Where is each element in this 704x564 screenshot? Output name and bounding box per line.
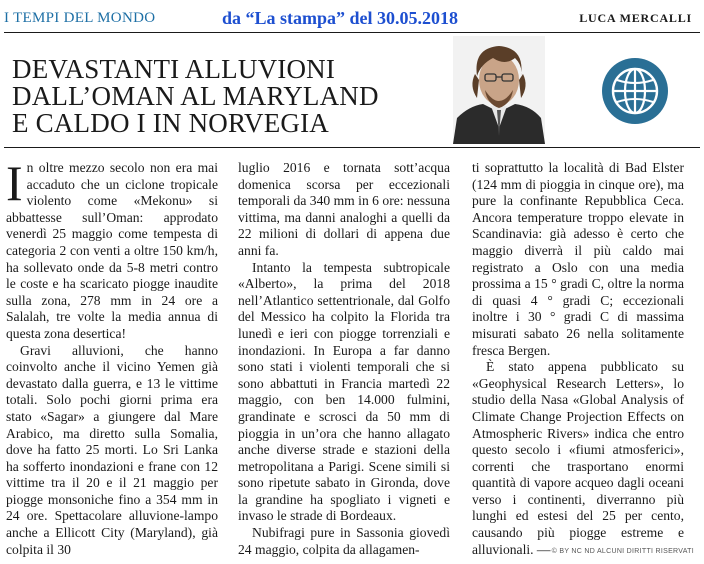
article-paragraph <box>6 155 218 343</box>
article-paragraph: Nubifragi pure in Sassonia giovedì 24 maggio, colpita da allagamen- <box>238 525 450 557</box>
article-column-2 <box>238 160 450 558</box>
headline-line-3: E CALDO I IN NORVEGIA <box>12 108 329 138</box>
paragraph-text: n oltre mezzo secolo non era mai accaduto che un ciclone tropicale violento come «Mekonu» si abbattesse sull’Oman: approdato venerdì 25 maggio come tempesta di categoria 2 con venti a oltre 150 km/h, ha sollevato onde da 5-8 metri contro le coste e ha scaricato piogge inaudite sulla zona, 278 mm in 24 ore a Salalah, tre volte la media annua di questa zona desertica! <box>6 160 218 341</box>
headline <box>12 56 392 137</box>
header-rule <box>4 32 700 33</box>
drop-cap: I <box>6 155 23 211</box>
page-header <box>0 0 704 30</box>
article-paragraph: Gravi alluvioni, che hanno coinvolto anche il vicino Yemen già devastato dalla guerra, e 13 le vittime totali. Solo pochi giorni prima era stato «Sagar» a giungere dal Mare Arabico, ma diretto sulla Somalia, dove ha fatto 25 morti. Lo Sri Lanka ha sofferto inondazioni e frane con 12 vittime tra il 20 e il 21 maggio per piogge monsoniche fino a 354 mm in 24 ore. Spettacolare alluvione-lampo anche a Ellicott City (Maryland), già colpita il 30 <box>6 342 218 557</box>
article-paragraph: ti soprattutto la località di Bad Elster (124 mm di pioggia in cinque ore), ma pure la confinante Repubblica Ceca. Ancora temperature troppo elevate in Scandinavia: già adesso è certo che maggio diverrà il più caldo mai registrato a Oslo con una media prossima a 15 ° gradi C, oltre la norma di quasi 4 ° gradi C; eccezionali inoltre i 30 ° gradi C di massima misurati sabato 26 nella solitamente fresca Bergen. <box>472 160 684 358</box>
section-title: I TEMPI DEL MONDO <box>4 10 156 26</box>
copyright-note: © BY NC ND ALCUNI DIRITTI RISERVATI <box>551 548 694 555</box>
globe-icon <box>600 56 670 126</box>
article-column-3 <box>472 160 684 558</box>
article-paragraph: È stato appena pubblicato su «Geophysical Research Letters», lo studio della Nasa «Global Analysis of Climate Change Projection Effects on Atmospheric Rivers» indica che entro questo secolo i «fiumi atmosferici», correnti che trasportano enormi quantità di vapore acqueo dagli oceani verso i continenti, diverranno più lunghi ed estesi del 25 per cento, causando più piogge estreme e alluvionali. — <box>472 359 684 557</box>
article-column-1 <box>6 155 218 558</box>
article-paragraph: luglio 2016 e tornata sott’acqua domenica scorsa per eccezionali temporali da 340 mm in 6 ore: nessuna vittima, ma danni analoghi a quelli da 22 milioni di dollari di appena due anni fa. <box>238 160 450 258</box>
headline-line-1: DEVASTANTI ALLUVIONI <box>12 54 336 84</box>
headline-line-2: DALL’OMAN AL MARYLAND <box>12 81 379 111</box>
article-paragraph: Intanto la tempesta subtropicale «Alberto», la prima del 2018 nell’Atlantico settentrionale, dal Golfo del Messico ha colpito la Florida tra lunedì e ieri con piogge torrenziali e inondazioni. In Europa a far danno sono stati i violenti temporali che si sono abbattuti in Francia martedì 22 maggio, con ben 14.000 fulmini, grandinate e scrosci da 50 mm di pioggia in un’ora che hanno allagato anche diverse strade e stazioni della metropolitana a Parigi. Scene simili si sono ripetute sabato in Gironda, dove la grandine ha spogliato i vigneti e invaso le strade di Bordeaux. <box>238 259 450 524</box>
source-line: da “La stampa” del 30.05.2018 <box>222 8 459 28</box>
headline-rule <box>4 147 700 148</box>
author-portrait <box>453 36 545 144</box>
author-name: LUCA MERCALLI <box>579 11 692 25</box>
